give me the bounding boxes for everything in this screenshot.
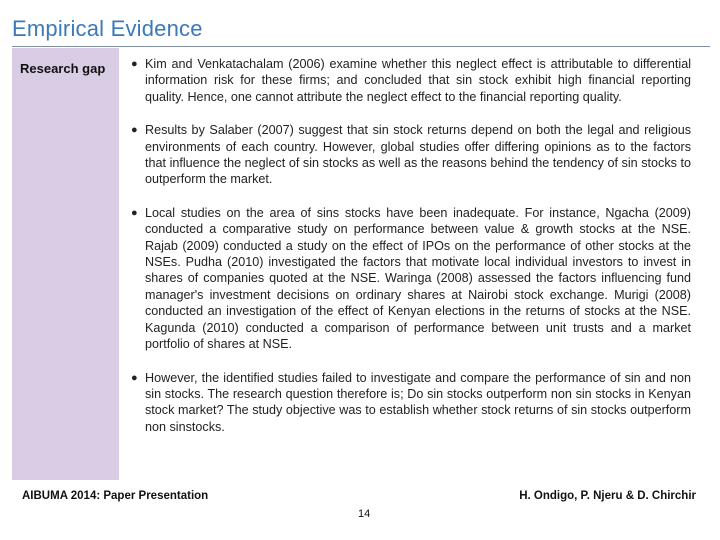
bullet-text: Results by Salaber (2007) suggest that sin stock returns depend on both the legal and religious environments of each country. However, global studies offer differing opinions as to the factors that influence the neglect of sin stocks as well as the reasons behind the tendency of sin stocks to outperform the market. — [145, 123, 691, 187]
section-label: Research gap — [20, 61, 106, 76]
list-item — [131, 56, 691, 105]
page-number: 14 — [358, 508, 371, 520]
footer-event: AIBUMA 2014: Paper Presentation — [22, 490, 209, 502]
bullet-text: Kim and Venkatachalam (2006) examine whether this neglect effect is attributable to differential information risk for these firms; and concluded that sin stock exhibit high financial reporting quality. Hence, one cannot attribute the neglect effect to the financial reporting quality. — [145, 57, 691, 104]
list-item — [131, 205, 691, 353]
bullet-icon: ● — [131, 206, 138, 219]
bullet-text: Local studies on the area of sins stocks have been inadequate. For instance, Ngacha (2009) conducted a comparative study on performance between value & growth stocks at the NSE. Rajab (2009) conducted a study on the effect of IPOs on the performance of other stocks at the NSEs. Pudha (2010) investigated the factors that motivate local individual investors to invest in shares of companies quoted at the NSE. Waringa (2008) assessed the factors influencing fund manager's investment decisions on ordinary shares at Nairobi stock exchange. Murigi (2008) conducted an investigation of the effect of Kenyan elections in the returns of stocks at the NSE. Kagunda (2010) conducted a comparison of performance between unit trusts and a market portfolio of shares at NSE. — [145, 205, 691, 352]
bullet-icon: ● — [131, 58, 138, 70]
bullet-list — [131, 56, 691, 435]
sidebar-panel — [12, 48, 119, 480]
list-item — [131, 122, 691, 188]
slide-title: Empirical Evidence — [12, 16, 203, 41]
bullet-icon: ● — [131, 124, 138, 137]
list-item — [131, 370, 691, 436]
footer-authors: H. Ondigo, P. Njeru & D. Chirchir — [519, 490, 696, 502]
bullet-icon: ● — [131, 371, 138, 384]
bullet-text: However, the identified studies failed to investigate and compare the performance of sin and non sin stocks. The research question therefore is; Do sin stocks outperform non sin stocks in Kenyan stock market? The study objective was to establish whether stock returns of sin stocks outperform non sinstocks. — [145, 370, 691, 434]
title-divider — [12, 46, 710, 47]
